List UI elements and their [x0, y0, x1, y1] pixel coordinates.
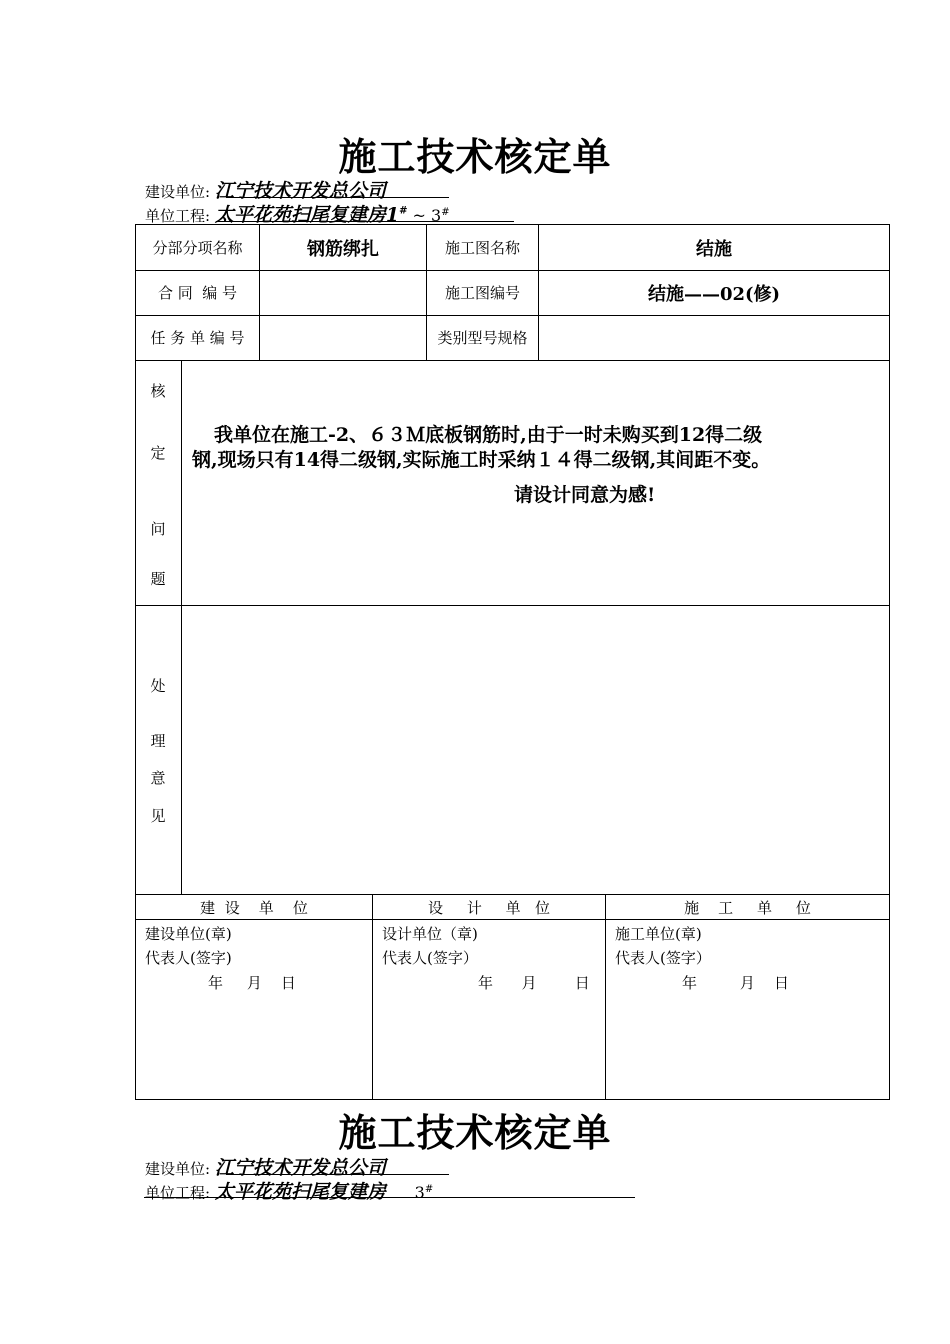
sign-design-date: 年 月 日 — [478, 974, 590, 992]
contract-no-label: 合 同 编 号 — [157, 284, 238, 302]
project-sup1: # — [399, 205, 408, 217]
sign-design-unit: 设计单位（章) — [382, 925, 478, 943]
issue-text-line3: 请设计同意为感! — [514, 484, 656, 506]
owner-underline — [226, 197, 449, 198]
category-spec-value — [539, 315, 889, 360]
page2-project-label: 单位工程: — [145, 1184, 211, 1202]
drawing-no-label: 施工图编号 — [444, 284, 520, 302]
sign-header-design: 设 计 单 位 — [428, 898, 550, 917]
sign-owner-date: 年 月 日 — [208, 974, 296, 992]
subproject-value: 钢筋绑扎 — [307, 238, 379, 260]
issue-label-char: 问 — [150, 520, 166, 538]
page2-owner-row — [145, 1153, 386, 1180]
project-value: 太平花苑扫尾复建房1 — [214, 204, 400, 226]
issue-label-char: 核 — [150, 382, 166, 400]
issue-label-char: 定 — [150, 444, 166, 462]
category-spec-label: 类别型号规格 — [437, 329, 528, 347]
owner-row — [145, 176, 386, 203]
page2-project-num: 3 — [414, 1183, 425, 1202]
page2-project-row — [145, 1177, 433, 1204]
sign-header-construction: 施 工 单 位 — [684, 898, 811, 917]
page-title: 施工技术核定单 — [338, 134, 612, 179]
owner-value: 江宁技术开发总公司 — [214, 180, 386, 202]
sign-owner-rep: 代表人(签字) — [145, 949, 232, 967]
sign-construction-rep: 代表人(签字） — [615, 949, 711, 967]
handle-label-char: 见 — [150, 807, 166, 825]
sign-owner-unit: 建设单位(章) — [145, 925, 232, 943]
handle-label-char: 处 — [150, 677, 166, 695]
page2-project-underline — [144, 1197, 635, 1198]
drawing-name-label: 施工图名称 — [444, 239, 520, 257]
page2-owner-underline — [226, 1174, 449, 1175]
project-sup2: # — [441, 207, 450, 218]
task-no-value — [260, 315, 426, 360]
issue-text-line2: 钢,现场只有14得二级钢,实际施工时采纳１４得二级钢,其间距不变。 — [192, 449, 771, 471]
page2-owner-label: 建设单位: — [145, 1160, 211, 1178]
owner-label: 建设单位: — [145, 183, 211, 201]
page2-title: 施工技术核定单 — [338, 1110, 612, 1155]
page2-project-sup: # — [424, 1184, 434, 1195]
project-range: ~ 3 — [407, 206, 442, 225]
issue-text-line1: 我单位在施工-2、６３Ｍ底板钢筋时,由于一时未购买到12得二级 — [214, 424, 763, 446]
subproject-label: 分部分项名称 — [152, 239, 243, 257]
project-label: 单位工程: — [145, 207, 211, 225]
handle-label-char: 理 — [150, 732, 166, 750]
task-no-label: 任 务 单 编 号 — [150, 329, 245, 347]
sign-construction-unit: 施工单位(章) — [615, 925, 702, 943]
sign-construction-date: 年 月 日 — [682, 974, 789, 992]
drawing-name-value: 结施 — [696, 238, 732, 260]
project-row — [145, 200, 450, 227]
project-underline — [216, 221, 514, 222]
handle-label-char: 意 — [150, 769, 166, 787]
sign-design-rep: 代表人(签字） — [382, 949, 478, 967]
contract-no-value — [260, 270, 426, 315]
page2-owner-value: 江宁技术开发总公司 — [214, 1157, 386, 1179]
approval-form — [135, 224, 890, 1100]
sign-header-owner: 建 设 单 位 — [200, 898, 308, 917]
drawing-no-value: 结施——02(修) — [647, 283, 781, 305]
page2-project-value: 太平花苑扫尾复建房 — [214, 1181, 386, 1203]
issue-label-char: 题 — [150, 570, 166, 588]
